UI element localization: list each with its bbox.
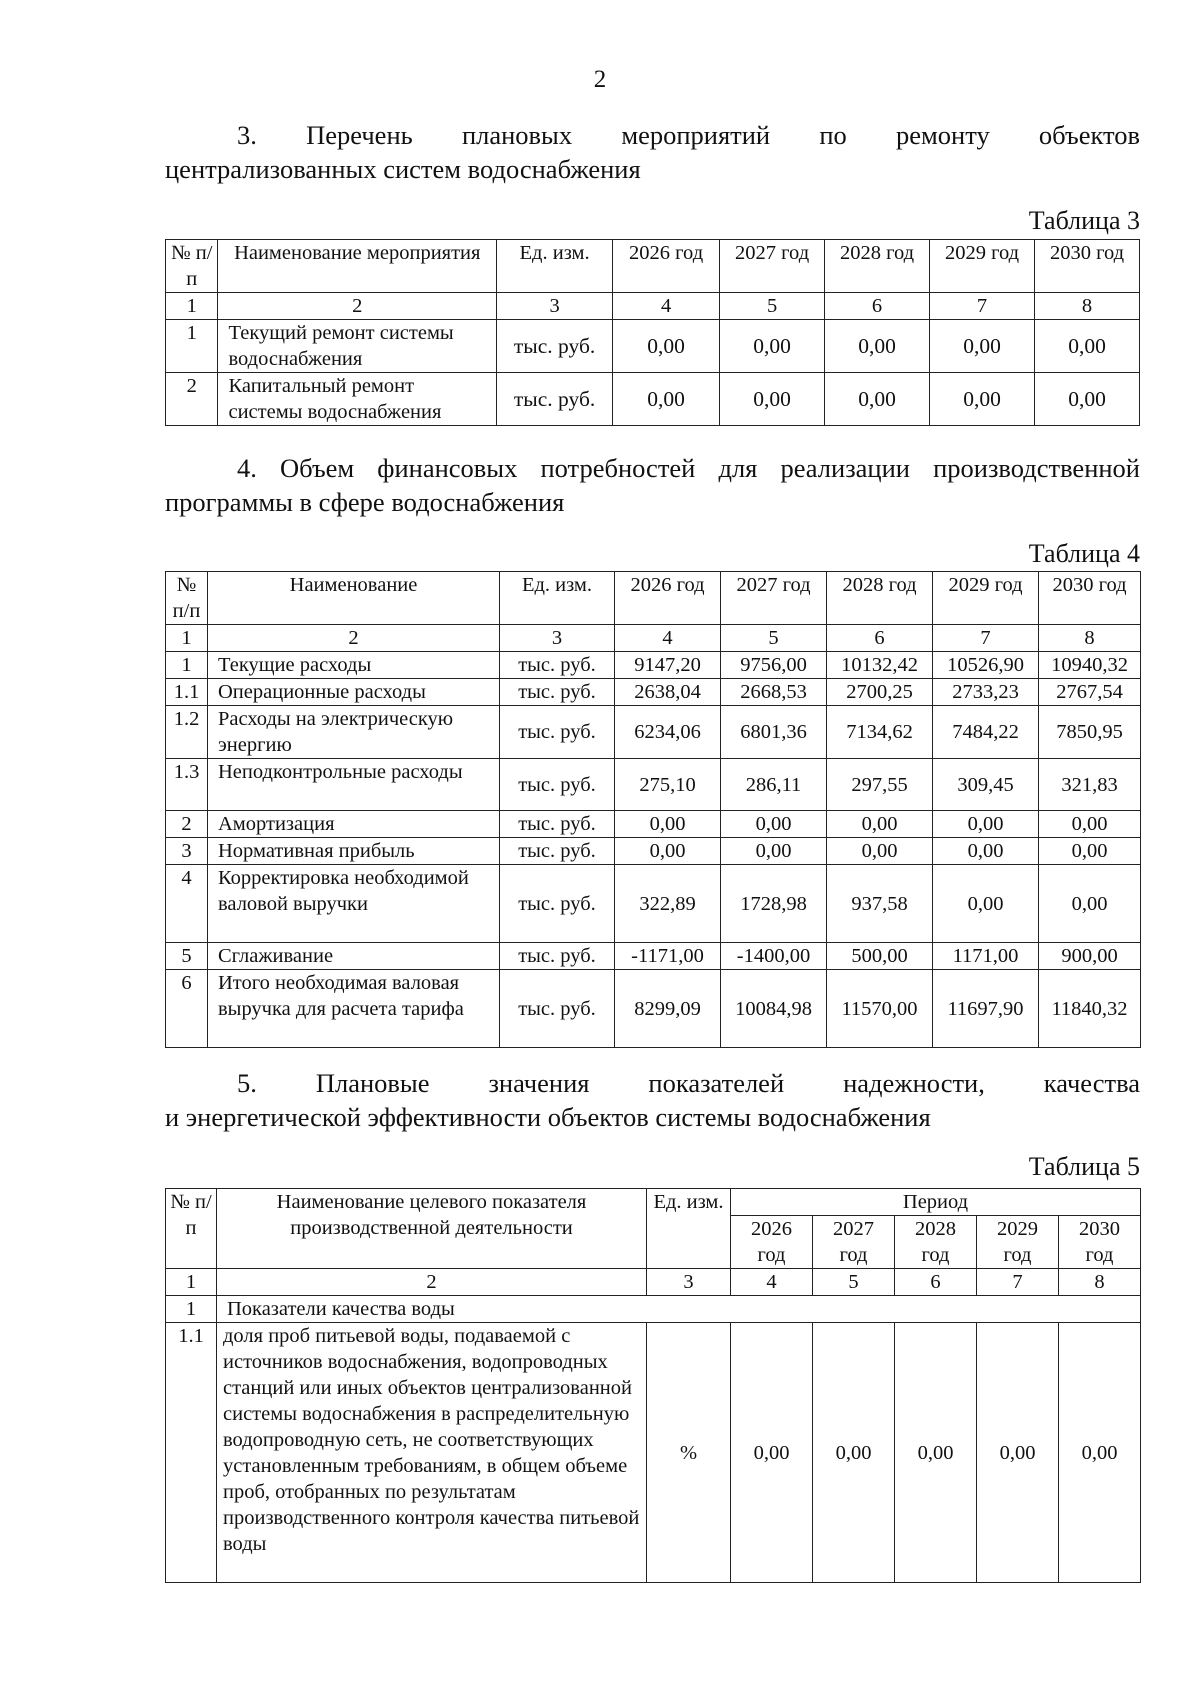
table-row <box>166 373 1140 426</box>
t5-colnum: 6 <box>895 1269 977 1296</box>
t3-row-value: 0,00 <box>720 373 825 426</box>
t4-header-cell: 2026 год <box>615 572 721 625</box>
t4-row-num: 1.1 <box>166 679 208 706</box>
table-row <box>166 838 1141 865</box>
t4-row-value: 500,00 <box>827 943 933 970</box>
t3-row-value: 0,00 <box>825 320 930 373</box>
t5-row-value: 0,00 <box>1059 1323 1141 1583</box>
t4-row-value: 321,83 <box>1039 759 1141 811</box>
t5-colnum: 4 <box>731 1269 813 1296</box>
t3-header-cell: Наименование мероприятия <box>218 240 497 293</box>
t4-row-value: 7484,22 <box>933 706 1039 759</box>
t5-header-year: 2028 год <box>895 1216 977 1269</box>
t4-row-value: 11840,32 <box>1039 970 1141 1048</box>
t4-row-unit: тыс. руб. <box>500 679 615 706</box>
t3-header-cell: 2029 год <box>930 240 1035 293</box>
t4-row-value: 2668,53 <box>721 679 827 706</box>
t5-header-year: 2030 год <box>1059 1216 1141 1269</box>
section5-heading-line1: 5. Плановые значения показателей надежности, качества <box>237 1068 1140 1098</box>
t5-colnum: 2 <box>217 1269 647 1296</box>
t4-row-value: 0,00 <box>1039 865 1141 943</box>
t4-row-name: Корректировка необходимой валовой выручки <box>208 865 500 943</box>
t4-header-cell: Ед. изм. <box>500 572 615 625</box>
t3-header-cell: 2030 год <box>1035 240 1140 293</box>
t4-row-num: 3 <box>166 838 208 865</box>
t4-row-value: 7850,95 <box>1039 706 1141 759</box>
t5-header-year: 2026 год <box>731 1216 813 1269</box>
table4 <box>165 571 1141 1048</box>
t4-row-num: 1.3 <box>166 759 208 811</box>
t4-row-num: 6 <box>166 970 208 1048</box>
t4-row-unit: тыс. руб. <box>500 865 615 943</box>
t4-row-num: 5 <box>166 943 208 970</box>
t4-row-value: 309,45 <box>933 759 1039 811</box>
t4-row-unit: тыс. руб. <box>500 838 615 865</box>
t4-row-value: -1400,00 <box>721 943 827 970</box>
t5-row-value: 0,00 <box>977 1323 1059 1583</box>
table-row <box>166 759 1141 811</box>
t4-row-value: 1171,00 <box>933 943 1039 970</box>
t5-row-value: 0,00 <box>813 1323 895 1583</box>
t4-row-value: 9756,00 <box>721 652 827 679</box>
section5-heading-line2: и энергетической эффективности объектов системы водоснабжения <box>165 1102 931 1132</box>
t3-colnum: 8 <box>1035 293 1140 320</box>
section3-heading <box>165 118 1140 186</box>
t4-header-cell: 2028 год <box>827 572 933 625</box>
section3-heading-line2: централизованных систем водоснабжения <box>165 154 641 184</box>
t3-colnum: 4 <box>613 293 720 320</box>
t5-header-year: 2029 год <box>977 1216 1059 1269</box>
section4-heading <box>165 451 1140 519</box>
t4-row-value: 297,55 <box>827 759 933 811</box>
table-row <box>166 706 1141 759</box>
t4-colnum: 8 <box>1039 625 1141 652</box>
t3-row-value: 0,00 <box>1035 373 1140 426</box>
t3-colnum: 2 <box>218 293 497 320</box>
t3-colnum: 3 <box>497 293 613 320</box>
t3-row-num: 2 <box>166 373 218 426</box>
table3-caption: Таблица 3 <box>1028 206 1140 235</box>
t4-row-value: 0,00 <box>827 811 933 838</box>
t3-header-cell: № п/п <box>166 240 218 293</box>
t3-header-cell: 2026 год <box>613 240 720 293</box>
t4-colnum: 3 <box>500 625 615 652</box>
t4-row-name: Операционные расходы <box>208 679 500 706</box>
t5-header-period: Период <box>731 1189 1141 1216</box>
t3-header-cell: 2027 год <box>720 240 825 293</box>
section4-heading-line1: 4. Объем финансовых потребностей для реализации производственной <box>237 453 1140 483</box>
t3-row-value: 0,00 <box>825 373 930 426</box>
t3-row-num: 1 <box>166 320 218 373</box>
page-number: 2 <box>593 66 607 93</box>
t3-row-value: 0,00 <box>613 320 720 373</box>
t4-header-cell: 2027 год <box>721 572 827 625</box>
t3-row-value: 0,00 <box>1035 320 1140 373</box>
t4-header-cell: № п/п <box>166 572 208 625</box>
t4-row-name: Нормативная прибыль <box>208 838 500 865</box>
t3-row-value: 0,00 <box>720 320 825 373</box>
t4-row-value: 0,00 <box>1039 838 1141 865</box>
t5-group-title: Показатели качества воды <box>217 1296 1141 1323</box>
t3-row-value: 0,00 <box>930 373 1035 426</box>
table5 <box>165 1188 1141 1583</box>
t3-row-value: 0,00 <box>930 320 1035 373</box>
t5-group-num: 1 <box>166 1296 217 1323</box>
t4-colnum: 4 <box>615 625 721 652</box>
t4-row-value: 286,11 <box>721 759 827 811</box>
t4-row-value: 0,00 <box>721 811 827 838</box>
t4-row-unit: тыс. руб. <box>500 811 615 838</box>
t4-row-value: 0,00 <box>1039 811 1141 838</box>
t3-header-cell: 2028 год <box>825 240 930 293</box>
t4-colnum: 7 <box>933 625 1039 652</box>
t4-row-value: 0,00 <box>933 865 1039 943</box>
t3-row-unit: тыс. руб. <box>497 320 613 373</box>
t4-row-value: 10940,32 <box>1039 652 1141 679</box>
t4-row-value: 10084,98 <box>721 970 827 1048</box>
t5-colnum: 1 <box>166 1269 217 1296</box>
t4-row-value: 7134,62 <box>827 706 933 759</box>
t4-row-name: Расходы на электрическую энергию <box>208 706 500 759</box>
t4-row-value: 0,00 <box>615 838 721 865</box>
t3-colnum: 7 <box>930 293 1035 320</box>
t4-row-value: 2733,23 <box>933 679 1039 706</box>
table4-caption: Таблица 4 <box>1028 539 1140 568</box>
t4-row-value: 937,58 <box>827 865 933 943</box>
t5-row-num: 1.1 <box>166 1323 217 1583</box>
t5-colnum: 5 <box>813 1269 895 1296</box>
t4-row-unit: тыс. руб. <box>500 652 615 679</box>
t4-header-cell: 2030 год <box>1039 572 1141 625</box>
t5-colnum: 8 <box>1059 1269 1141 1296</box>
table-row <box>166 652 1141 679</box>
t4-row-value: 9147,20 <box>615 652 721 679</box>
t3-row-name: Капитальный ремонт системы водоснабжения <box>218 373 497 426</box>
table3 <box>165 239 1140 426</box>
table5-caption: Таблица 5 <box>1028 1152 1140 1181</box>
t5-header-year: 2027 год <box>813 1216 895 1269</box>
t4-row-num: 1.2 <box>166 706 208 759</box>
t4-row-value: 2700,25 <box>827 679 933 706</box>
t4-row-value: 322,89 <box>615 865 721 943</box>
t4-row-unit: тыс. руб. <box>500 943 615 970</box>
t3-header-cell: Ед. изм. <box>497 240 613 293</box>
t3-colnum: 6 <box>825 293 930 320</box>
t4-row-value: 0,00 <box>933 811 1039 838</box>
table-row <box>166 679 1141 706</box>
t4-row-value: 2638,04 <box>615 679 721 706</box>
t3-row-unit: тыс. руб. <box>497 373 613 426</box>
t4-row-name: Сглаживание <box>208 943 500 970</box>
t5-row-unit: % <box>647 1323 731 1583</box>
t5-header-num: № п/п <box>166 1189 217 1269</box>
table-row <box>166 865 1141 943</box>
t4-row-num: 4 <box>166 865 208 943</box>
t5-row-name: доля проб питьевой воды, подаваемой с источников водоснабжения, водопроводных станций или иных объектов централизованной системы водоснабжения в распределительную водопроводную сеть, не соответствующих установленным требованиям, в общем объеме проб, отобранных по результатам производственного контроля качества питьевой воды <box>217 1323 647 1583</box>
t4-row-value: 6234,06 <box>615 706 721 759</box>
t4-header-cell: Наименование <box>208 572 500 625</box>
t4-row-value: 1728,98 <box>721 865 827 943</box>
table-row <box>166 943 1141 970</box>
t5-colnum: 3 <box>647 1269 731 1296</box>
t3-row-value: 0,00 <box>613 373 720 426</box>
table-row <box>166 970 1141 1048</box>
t4-row-name: Текущие расходы <box>208 652 500 679</box>
t4-row-unit: тыс. руб. <box>500 970 615 1048</box>
t4-row-value: 10132,42 <box>827 652 933 679</box>
t4-row-unit: тыс. руб. <box>500 759 615 811</box>
table-row <box>166 320 1140 373</box>
t5-header-name: Наименование целевого показателя производственной деятельности <box>217 1189 647 1269</box>
t3-row-name: Текущий ремонт системы водоснабжения <box>218 320 497 373</box>
t5-colnum: 7 <box>977 1269 1059 1296</box>
t4-colnum: 5 <box>721 625 827 652</box>
table-row <box>166 811 1141 838</box>
t4-row-name: Итого необходимая валовая выручка для расчета тарифа <box>208 970 500 1048</box>
t4-row-value: 0,00 <box>933 838 1039 865</box>
t4-row-value: 0,00 <box>615 811 721 838</box>
t4-colnum: 6 <box>827 625 933 652</box>
t4-colnum: 2 <box>208 625 500 652</box>
t4-row-value: 6801,36 <box>721 706 827 759</box>
t4-row-value: 0,00 <box>827 838 933 865</box>
t4-row-value: 8299,09 <box>615 970 721 1048</box>
t5-row-value: 0,00 <box>731 1323 813 1583</box>
t4-header-cell: 2029 год <box>933 572 1039 625</box>
t5-row-value: 0,00 <box>895 1323 977 1583</box>
section5-heading <box>165 1066 1140 1134</box>
t5-header-unit: Ед. изм. <box>647 1189 731 1269</box>
t4-row-num: 1 <box>166 652 208 679</box>
section3-heading-line1: 3. Перечень плановых мероприятий по ремонту объектов <box>237 120 1140 150</box>
t4-row-name: Амортизация <box>208 811 500 838</box>
t4-row-name: Неподконтрольные расходы <box>208 759 500 811</box>
t4-row-num: 2 <box>166 811 208 838</box>
t4-row-value: 275,10 <box>615 759 721 811</box>
t4-row-value: -1171,00 <box>615 943 721 970</box>
t4-colnum: 1 <box>166 625 208 652</box>
t4-row-value: 0,00 <box>721 838 827 865</box>
t4-row-value: 2767,54 <box>1039 679 1141 706</box>
section4-heading-line2: программы в сфере водоснабжения <box>165 487 565 517</box>
t4-row-value: 11570,00 <box>827 970 933 1048</box>
t3-colnum: 5 <box>720 293 825 320</box>
t4-row-value: 11697,90 <box>933 970 1039 1048</box>
t3-colnum: 1 <box>166 293 218 320</box>
t4-row-value: 900,00 <box>1039 943 1141 970</box>
t4-row-unit: тыс. руб. <box>500 706 615 759</box>
t4-row-value: 10526,90 <box>933 652 1039 679</box>
